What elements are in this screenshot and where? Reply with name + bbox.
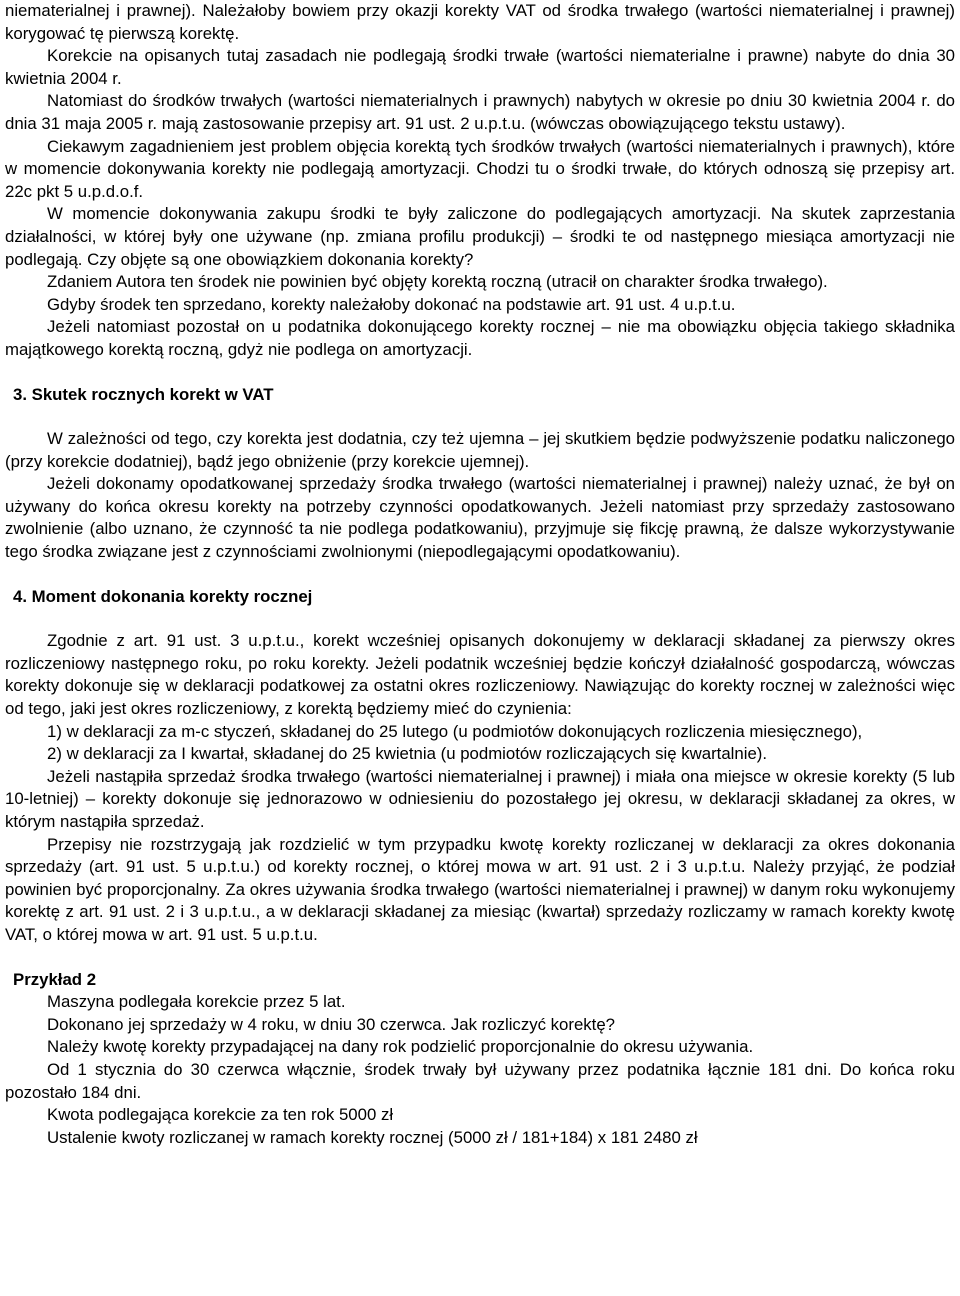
section-3-paragraph-1: W zależności od tego, czy korekta jest dodatnia, czy też ujemna – jej skutkiem będzie podwyższenie podatku naliczonego (przy korekcie dodatniej), bądź jego obniżenie (przy korekcie ujemnej). [5, 429, 955, 471]
section-4-paragraph-3: Przepisy nie rozstrzygają jak rozdzielić w tym przypadku kwotę korekty rozliczanej w deklaracji za okres dokonania sprzedaży (art. 91 ust. 5 u.p.t.u.) od korekty rocznej, o której mowa w art. 91 ust. 2 i 3 u.p.t.u. Należy przyjąć, że podział powinien być proporcjonalny. Za okres używania środka trwałego (wartości niematerialnej i prawnej) w danym roku wykonujemy korektę z art. 91 ust. 2 i 3 u.p.t.u., a w deklaracji składanej za miesiąc (kwartał) sprzedaży rozliczamy w ramach korekty kwotę VAT, o której mowa w art. 91 ust. 5 u.p.t.u. [5, 834, 955, 944]
spacer [5, 608, 955, 630]
paragraph-3: Natomiast do środków trwałych (wartości niematerialnych i prawnych) nabytych w okresie po dniu 30 kwietnia 2004 r. do dnia 31 maja 2005 r. mają zastosowanie przepisy art. 91 ust. 2 u.p.t.u. (wówczas obowiązującego tekstu ustawy). [5, 91, 955, 133]
paragraph-2: Korekcie na opisanych tutaj zasadach nie podlegają środki trwałe (wartości niematerialne i prawne) nabyte do dnia 30 kwietnia 2004 r. [5, 46, 955, 88]
example-line-4: Od 1 stycznia do 30 czerwca włącznie, środek trwały był używany przez podatnika łącznie 181 dni. Do końca roku pozostało 184 dni. [5, 1059, 955, 1102]
paragraph-4: Ciekawym zagadnieniem jest problem objęcia korektą tych środków trwałych (wartości niematerialnych i prawnych), które w momencie dokonywania korekty nie podlegają amortyzacji. Chodzi tu o środki trwałe, do których odnoszą się przepisy art. 22c pkt 5 u.p.d.o.f. [5, 136, 955, 201]
section-4-paragraph-1: Zgodnie z art. 91 ust. 3 u.p.t.u., korekt wcześniej opisanych dokonujemy w deklaracji składanej za pierwszy okres rozliczeniowy następnego roku, po roku korekty. Jeżeli podatnik wcześniej będzie kończył działalność gospodarczą, wówczas korekty dokonuje się w deklaracji podatkowej za ostatni okres rozliczeniowy. Nawiązując do korekty rocznej w zależności więc od tego, jaki jest okres rozliczeniowy, z korektą będziemy mieć do czynienia: [5, 631, 955, 719]
spacer [5, 947, 955, 969]
example-line-3: Należy kwotę korekty przypadającej na dany rok podzielić proporcjonalnie do okresu używania. [47, 1037, 754, 1057]
example-line-5: Kwota podlegająca korekcie za ten rok 5000 zł [47, 1105, 394, 1125]
section-4-heading: 4. Moment dokonania korekty rocznej [13, 586, 313, 606]
section-3-paragraph-2: Jeżeli dokonamy opodatkowanej sprzedaży środka trwałego (wartości niematerialnej i prawnej) należy uznać, że był on używany do końca okresu korekty na potrzeby czynności opodatkowanych. Jeżeli natomiast przy sprzedaży zastosowano zwolnienie (albo uznano, że czynność ta nie podlega podatkowaniu), przyjmuje się fikcję prawną, że dalsze wykorzystywanie tego środka związane jest z czynnościami zwolnionymi (niepodlegającymi opodatkowaniu). [5, 474, 955, 562]
section-3-heading: 3. Skutek rocznych korekt w VAT [13, 384, 274, 404]
example-line-6: Ustalenie kwoty rozliczanej w ramach korekty rocznej (5000 zł / 181+184) x 181 2480 zł [47, 1127, 698, 1147]
paragraph-8: Jeżeli natomiast pozostał on u podatnika dokonującego korekty rocznej – nie ma obowiązku objęcia takiego składnika majątkowego korektą roczną, gdyż nie podlega on amortyzacji. [5, 317, 955, 359]
paragraph-7: Gdyby środek ten sprzedano, korekty należałoby dokonać na podstawie art. 91 ust. 4 u.p.t.u. [47, 294, 736, 314]
section-4-list-item-1: 1) w deklaracji za m-c styczeń, składanej do 25 lutego (u podmiotów dokonujących rozliczenia miesięcznego), [47, 721, 863, 741]
spacer [5, 406, 955, 428]
section-4-list-item-2: 2) w deklaracji za I kwartał, składanej do 25 kwietnia (u podmiotów rozliczających się kwartalnie). [47, 744, 768, 764]
paragraph-1: niematerialnej i prawnej). Należałoby bowiem przy okazji korekty VAT od środka trwałego (wartości niematerialnej i prawnej) korygować tę pierwszą korektę. [5, 1, 955, 43]
section-4-paragraph-2: Jeżeli nastąpiła sprzedaż środka trwałego (wartości niematerialnej i prawnej) i miała ona miejsce w okresie korekty (5 lub 10-letniej) – korekty dokonuje się jednorazowo w odniesieniu do pozostałego jej okresu, w deklaracji składanej za okres, w którym nastąpiła sprzedaż. [5, 766, 955, 831]
spacer [5, 564, 955, 586]
example-line-2: Dokonano jej sprzedaży w 4 roku, w dniu 30 czerwca. Jak rozliczyć korektę? [47, 1014, 616, 1034]
example-title: Przykład 2 [13, 969, 97, 989]
spacer [5, 362, 955, 384]
example-line-1: Maszyna podlegała korekcie przez 5 lat. [47, 992, 346, 1012]
paragraph-6: Zdaniem Autora ten środek nie powinien być objęty korektą roczną (utracił on charakter środka trwałego). [47, 272, 828, 292]
paragraph-5: W momencie dokonywania zakupu środki te były zaliczone do podlegających amortyzacji. Na skutek zaprzestania działalności, w której były one używane (np. zmiana profilu produkcji) – środki te od następnego miesiąca amortyzacji nie podlegają. Czy objęte są one obowiązkiem dokonania korekty? [5, 204, 955, 269]
